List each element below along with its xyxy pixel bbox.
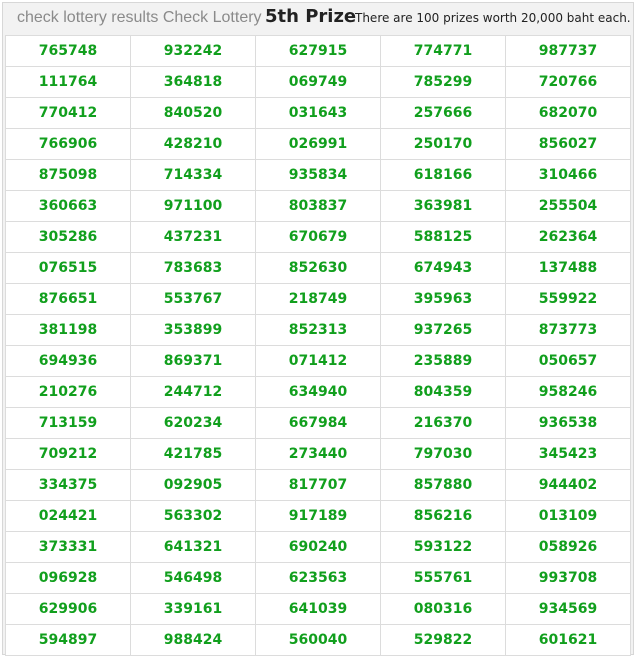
prize-number: 428210 bbox=[131, 129, 256, 160]
prize-number: 785299 bbox=[381, 67, 506, 98]
prize-number: 069749 bbox=[256, 67, 381, 98]
prize-number: 694936 bbox=[6, 346, 131, 377]
prize-number: 071412 bbox=[256, 346, 381, 377]
prize-number: 381198 bbox=[6, 315, 131, 346]
prize-number: 594897 bbox=[6, 625, 131, 656]
prize-number: 216370 bbox=[381, 408, 506, 439]
prize-number: 869371 bbox=[131, 346, 256, 377]
table-row bbox=[6, 160, 631, 191]
prize-number: 634940 bbox=[256, 377, 381, 408]
prize-number: 856216 bbox=[381, 501, 506, 532]
prize-number: 255504 bbox=[506, 191, 631, 222]
prize-number: 235889 bbox=[381, 346, 506, 377]
prize-number: 305286 bbox=[6, 222, 131, 253]
prize-number: 553767 bbox=[131, 284, 256, 315]
prize-number: 623563 bbox=[256, 563, 381, 594]
prize-number: 713159 bbox=[6, 408, 131, 439]
prize-number: 670679 bbox=[256, 222, 381, 253]
prize-number: 641039 bbox=[256, 594, 381, 625]
prize-numbers-table bbox=[5, 35, 631, 656]
prize-number: 262364 bbox=[506, 222, 631, 253]
prize-number: 031643 bbox=[256, 98, 381, 129]
prize-number: 629906 bbox=[6, 594, 131, 625]
prize-number: 257666 bbox=[381, 98, 506, 129]
table-row bbox=[6, 284, 631, 315]
prize-number: 873773 bbox=[506, 315, 631, 346]
prize-number: 210276 bbox=[6, 377, 131, 408]
prize-number: 944402 bbox=[506, 470, 631, 501]
prize-number: 988424 bbox=[131, 625, 256, 656]
prize-number: 437231 bbox=[131, 222, 256, 253]
prize-number: 529822 bbox=[381, 625, 506, 656]
prize-number: 546498 bbox=[131, 563, 256, 594]
table-row bbox=[6, 253, 631, 284]
prize-number: 334375 bbox=[6, 470, 131, 501]
prize-number: 563302 bbox=[131, 501, 256, 532]
prize-title: 5th Prize bbox=[265, 6, 357, 27]
prize-number: 774771 bbox=[381, 36, 506, 67]
prize-number: 917189 bbox=[256, 501, 381, 532]
prize-number: 876651 bbox=[6, 284, 131, 315]
prize-number: 770412 bbox=[6, 98, 131, 129]
prize-number: 932242 bbox=[131, 36, 256, 67]
prize-number: 360663 bbox=[6, 191, 131, 222]
prize-number: 674943 bbox=[381, 253, 506, 284]
prize-number: 709212 bbox=[6, 439, 131, 470]
prize-number: 250170 bbox=[381, 129, 506, 160]
table-row bbox=[6, 594, 631, 625]
prize-number: 937265 bbox=[381, 315, 506, 346]
table-row bbox=[6, 191, 631, 222]
prize-number: 936538 bbox=[506, 408, 631, 439]
prize-number: 958246 bbox=[506, 377, 631, 408]
prize-panel bbox=[2, 2, 634, 655]
prize-number: 363981 bbox=[381, 191, 506, 222]
prize-number: 058926 bbox=[506, 532, 631, 563]
prize-number: 111764 bbox=[6, 67, 131, 98]
prize-number: 244712 bbox=[131, 377, 256, 408]
table-row bbox=[6, 470, 631, 501]
prize-number: 013109 bbox=[506, 501, 631, 532]
prize-number: 421785 bbox=[131, 439, 256, 470]
prize-number: 720766 bbox=[506, 67, 631, 98]
prize-number: 218749 bbox=[256, 284, 381, 315]
prize-number: 137488 bbox=[506, 253, 631, 284]
prize-number: 714334 bbox=[131, 160, 256, 191]
prize-number: 353899 bbox=[131, 315, 256, 346]
prize-number: 641321 bbox=[131, 532, 256, 563]
table-row bbox=[6, 67, 631, 98]
prize-description: There are 100 prizes worth 20,000 baht each. bbox=[355, 11, 631, 25]
prize-number: 987737 bbox=[506, 36, 631, 67]
prize-number: 852630 bbox=[256, 253, 381, 284]
prize-number: 766906 bbox=[6, 129, 131, 160]
prize-number: 620234 bbox=[131, 408, 256, 439]
table-row bbox=[6, 439, 631, 470]
prize-number: 783683 bbox=[131, 253, 256, 284]
prize-number: 373331 bbox=[6, 532, 131, 563]
prize-number: 934569 bbox=[506, 594, 631, 625]
prize-number: 080316 bbox=[381, 594, 506, 625]
prize-number: 560040 bbox=[256, 625, 381, 656]
prize-number: 050657 bbox=[506, 346, 631, 377]
table-row bbox=[6, 36, 631, 67]
table-row bbox=[6, 346, 631, 377]
prize-number: 601621 bbox=[506, 625, 631, 656]
prize-number: 345423 bbox=[506, 439, 631, 470]
prize-number: 339161 bbox=[131, 594, 256, 625]
prize-number: 273440 bbox=[256, 439, 381, 470]
prize-number: 667984 bbox=[256, 408, 381, 439]
prize-number: 364818 bbox=[131, 67, 256, 98]
prize-number: 840520 bbox=[131, 98, 256, 129]
prize-number: 852313 bbox=[256, 315, 381, 346]
table-row bbox=[6, 222, 631, 253]
prize-number: 803837 bbox=[256, 191, 381, 222]
prize-number: 993708 bbox=[506, 563, 631, 594]
prize-number: 690240 bbox=[256, 532, 381, 563]
table-row bbox=[6, 408, 631, 439]
prize-numbers-body bbox=[6, 36, 631, 656]
prize-number: 096928 bbox=[6, 563, 131, 594]
prize-number: 559922 bbox=[506, 284, 631, 315]
prize-number: 588125 bbox=[381, 222, 506, 253]
prize-number: 856027 bbox=[506, 129, 631, 160]
table-row bbox=[6, 501, 631, 532]
prize-number: 593122 bbox=[381, 532, 506, 563]
header-muted-text: check lottery results Check Lottery bbox=[17, 9, 262, 26]
prize-number: 797030 bbox=[381, 439, 506, 470]
prize-number: 804359 bbox=[381, 377, 506, 408]
prize-number: 555761 bbox=[381, 563, 506, 594]
prize-number: 076515 bbox=[6, 253, 131, 284]
prize-header bbox=[3, 3, 633, 34]
prize-number: 765748 bbox=[6, 36, 131, 67]
prize-number: 627915 bbox=[256, 36, 381, 67]
prize-number: 310466 bbox=[506, 160, 631, 191]
prize-number: 875098 bbox=[6, 160, 131, 191]
table-row bbox=[6, 129, 631, 160]
prize-number: 395963 bbox=[381, 284, 506, 315]
prize-number: 682070 bbox=[506, 98, 631, 129]
table-row bbox=[6, 377, 631, 408]
table-row bbox=[6, 532, 631, 563]
prize-number: 817707 bbox=[256, 470, 381, 501]
table-row bbox=[6, 563, 631, 594]
prize-number: 092905 bbox=[131, 470, 256, 501]
prize-number: 024421 bbox=[6, 501, 131, 532]
prize-number: 971100 bbox=[131, 191, 256, 222]
table-row bbox=[6, 98, 631, 129]
prize-number: 857880 bbox=[381, 470, 506, 501]
table-row bbox=[6, 315, 631, 346]
prize-number: 618166 bbox=[381, 160, 506, 191]
prize-number: 026991 bbox=[256, 129, 381, 160]
table-row bbox=[6, 625, 631, 656]
prize-number: 935834 bbox=[256, 160, 381, 191]
